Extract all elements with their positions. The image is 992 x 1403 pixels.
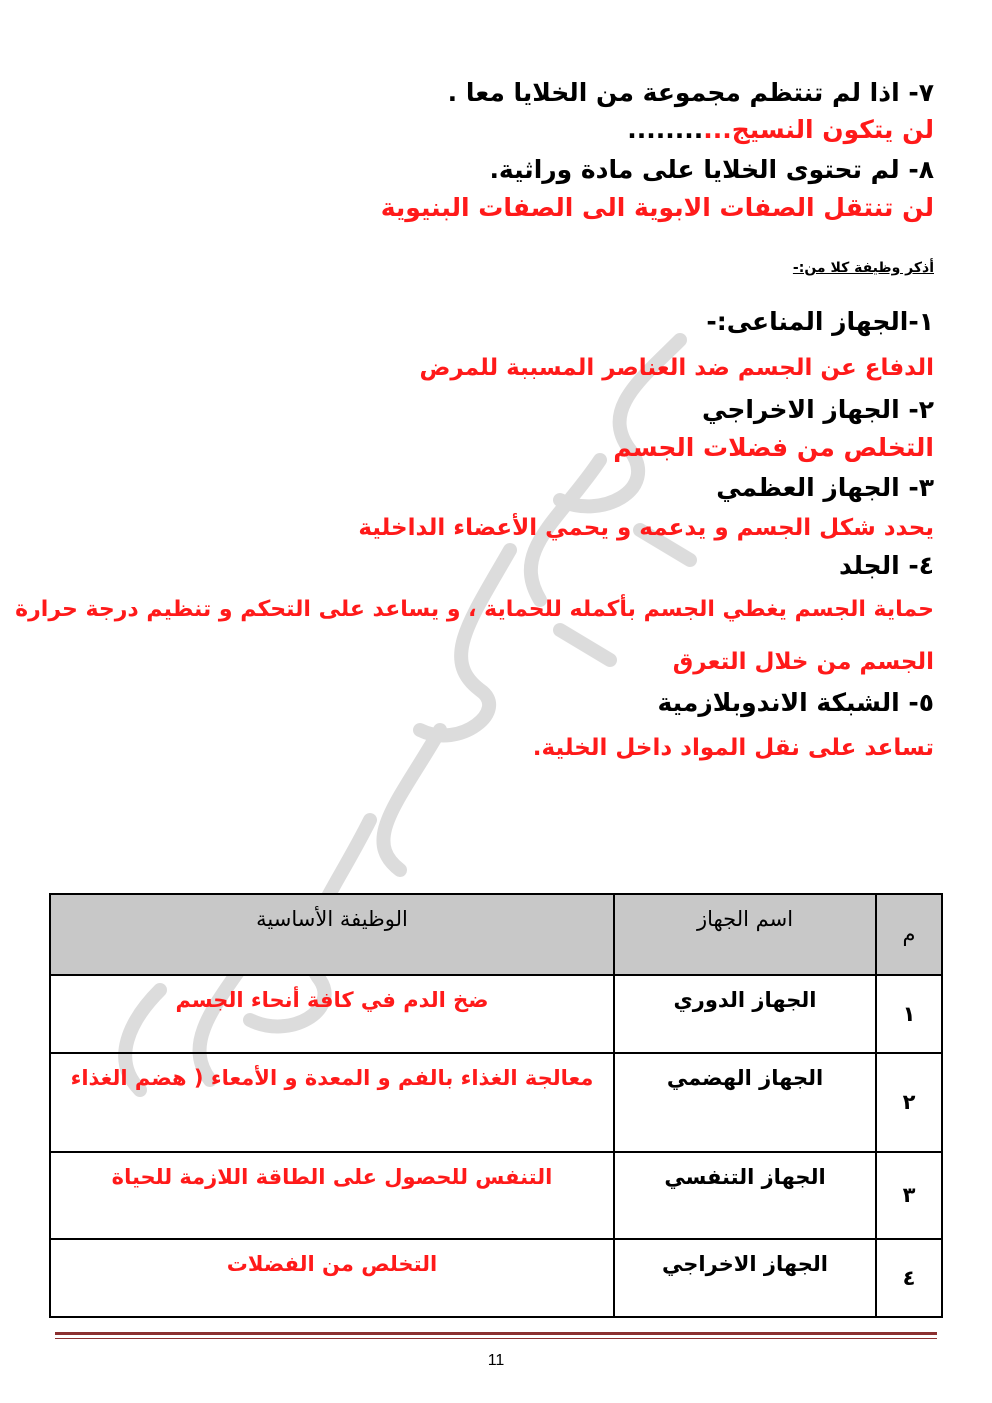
- item-5-answer: تساعد على نقل المواد داخل الخلية.: [532, 735, 934, 761]
- row-number: ١: [876, 975, 942, 1053]
- item-2-title: ٢- الجهاز الاخراجي: [702, 395, 934, 424]
- question-8-answer: لن تنتقل الصفات الابوية الى الصفات البنيوية: [380, 193, 934, 222]
- question-8: ٨- لم تحتوى الخلايا على مادة وراثية.: [489, 155, 934, 184]
- table-row: [50, 1053, 942, 1152]
- row-system-name: الجهاز الدوري: [614, 975, 876, 1053]
- item-2-answer: التخلص من فضلات الجسم: [613, 433, 934, 462]
- item-4-answer-line1: حماية الجسم يغطي الجسم بأكمله للحماية ، و يساعد على التحكم و تنظيم درجة حرارة: [15, 597, 934, 622]
- row-number: ٣: [876, 1152, 942, 1239]
- question-7-answer-line: [627, 115, 934, 144]
- row-function: ضخ الدم في كافة أنحاء الجسم: [50, 975, 614, 1053]
- row-system-name: الجهاز الاخراجي: [614, 1239, 876, 1317]
- question-7-dots: ........: [627, 115, 704, 144]
- page-number: 11: [487, 1352, 505, 1369]
- header-function: الوظيفة الأساسية: [50, 894, 614, 975]
- row-function: معالجة الغذاء بالفم و المعدة و الأمعاء ( هضم الغذاء: [50, 1053, 614, 1152]
- row-function: التخلص من الفضلات: [50, 1239, 614, 1317]
- systems-table: [49, 893, 943, 1318]
- item-1-answer: الدفاع عن الجسم ضد العناصر المسببة للمرض: [419, 355, 934, 381]
- table-header-row: [50, 894, 942, 975]
- row-number: ٤: [876, 1239, 942, 1317]
- question-7: ٧- اذا لم تنتظم مجموعة من الخلايا معا .: [447, 78, 934, 107]
- table-row: [50, 1152, 942, 1239]
- row-function: التنفس للحصول على الطاقة اللازمة للحياة: [50, 1152, 614, 1239]
- item-4-answer-line2: الجسم من خلال التعرق: [672, 649, 934, 675]
- header-number: م: [876, 894, 942, 975]
- footer-rule-bottom: [55, 1338, 937, 1339]
- section-heading: أذكر وظيفة كلا من:-: [792, 260, 934, 276]
- row-number: ٢: [876, 1053, 942, 1152]
- header-system-name: اسم الجهاز: [614, 894, 876, 975]
- question-7-answer: لن يتكون النسيج...: [703, 115, 934, 144]
- item-3-answer: يحدد شكل الجسم و يدعمه و يحمي الأعضاء الداخلية: [358, 515, 934, 541]
- row-system-name: الجهاز التنفسي: [614, 1152, 876, 1239]
- item-4-title: ٤- الجلد: [839, 551, 934, 580]
- item-1-title: ١-الجهاز المناعى:-: [706, 307, 934, 336]
- item-5-title: ٥- الشبكة الاندوبلازمية: [657, 688, 934, 717]
- item-3-title: ٣- الجهاز العظمي: [716, 473, 934, 502]
- row-system-name: الجهاز الهضمي: [614, 1053, 876, 1152]
- footer-rule-top: [55, 1332, 937, 1335]
- table-row: [50, 975, 942, 1053]
- table-row: [50, 1239, 942, 1317]
